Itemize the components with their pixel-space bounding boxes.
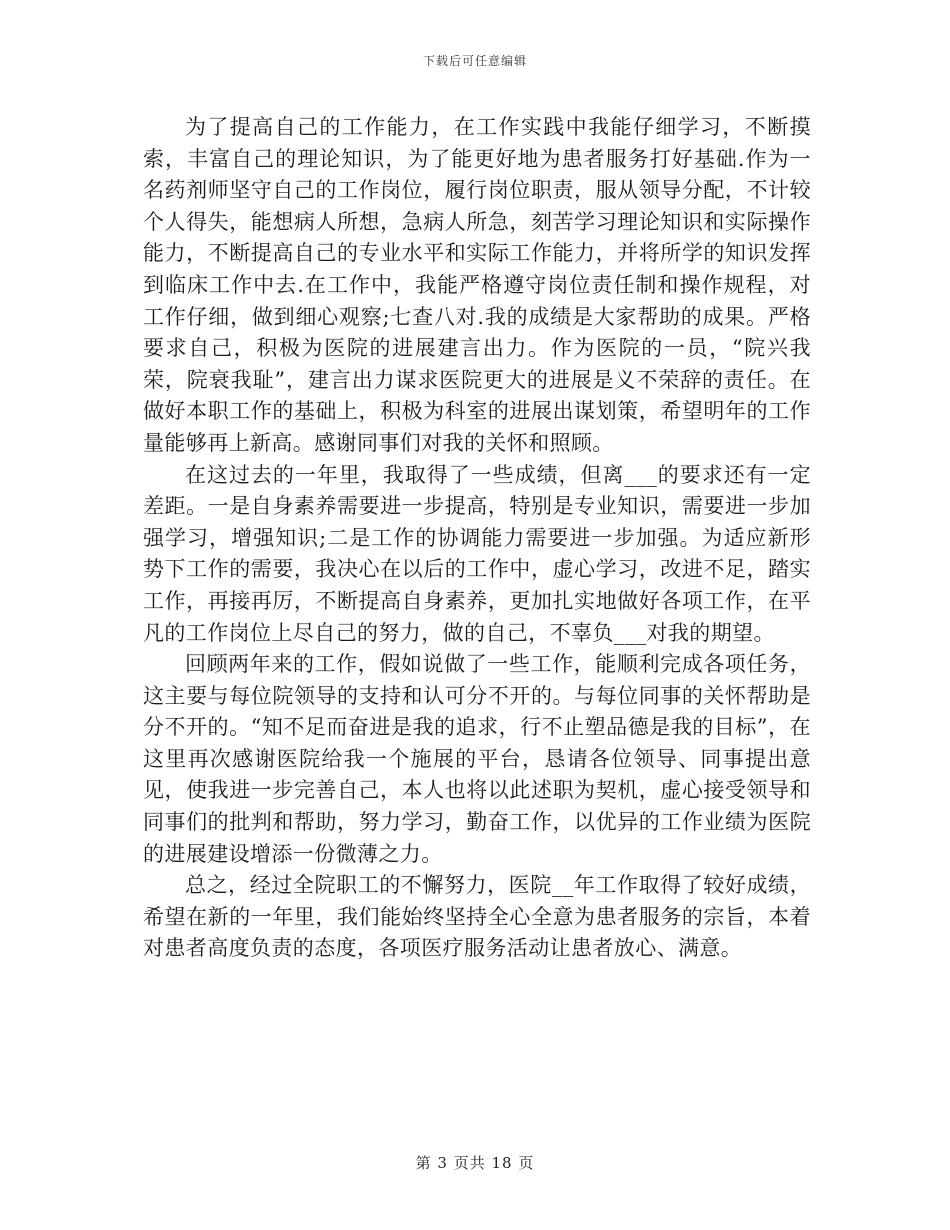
page-header: 下载后可任意编辑 bbox=[422, 54, 527, 68]
page-number: 第 3 页共 18 页 bbox=[415, 1154, 535, 1172]
document-body bbox=[143, 112, 811, 965]
paragraph-2: 在这过去的一年里，我取得了一些成绩，但离___的要求还有一定差距。一是自身素养需要进一步提高，特别是专业知识，需要进一步加强学习，增强知识;二是工作的协调能力需要进一步加强。为适应新形势下工作的需要，我决心在以后的工作中，虚心学习，改进不足，踏实工作，再接再厉，不断提高自身素养，更加扎实地做好各项工作，在平凡的工作岗位上尽自己的努力，做的自己，不辜负___对我的期望。 bbox=[143, 462, 811, 645]
paragraph-4: 总之，经过全院职工的不懈努力，医院__年工作取得了较好成绩，希望在新的一年里，我们能始终坚持全心全意为患者服务的宗旨，本着对患者高度负责的态度，各项医疗服务活动让患者放心、满意。 bbox=[143, 873, 811, 961]
paragraph-3: 回顾两年来的工作，假如说做了一些工作，能顺利完成各项任务，这主要与每位院领导的支持和认可分不开的。与每位同事的关怀帮助是分不开的。“知不足而奋进是我的追求，行不止塑品德是我的目标”，在这里再次感谢医院给我一个施展的平台，恳请各位领导、同事提出意见，使我进一步完善自己，本人也将以此述职为契机，虚心接受领导和同事们的批判和帮助，努力学习，勤奋工作，以优异的工作业绩为医院的进展建设增添一份微薄之力。 bbox=[143, 652, 811, 866]
paragraph-1: 为了提高自己的工作能力，在工作实践中我能仔细学习，不断摸索，丰富自己的理论知识，为了能更好地为患者服务打好基础.作为一名药剂师坚守自己的工作岗位，履行岗位职责，服从领导分配，不计较个人得失，能想病人所想，急病人所急，刻苦学习理论知识和实际操作能力，不断提高自己的专业水平和实际工作能力，并将所学的知识发挥到临床工作中去.在工作中，我能严格遵守岗位责任制和操作规程，对工作仔细，做到细心观察;七查八对.我的成绩是大家帮助的成果。严格要求自己，积极为医院的进展建言出力。作为医院的一员，“院兴我荣，院衰我耻”，建言出力谋求医院更大的进展是义不荣辞的责任。在做好本职工作的基础上，积极为科室的进展出谋划策，希望明年的工作量能够再上新高。感谢同事们对我的关怀和照顾。 bbox=[143, 115, 811, 455]
